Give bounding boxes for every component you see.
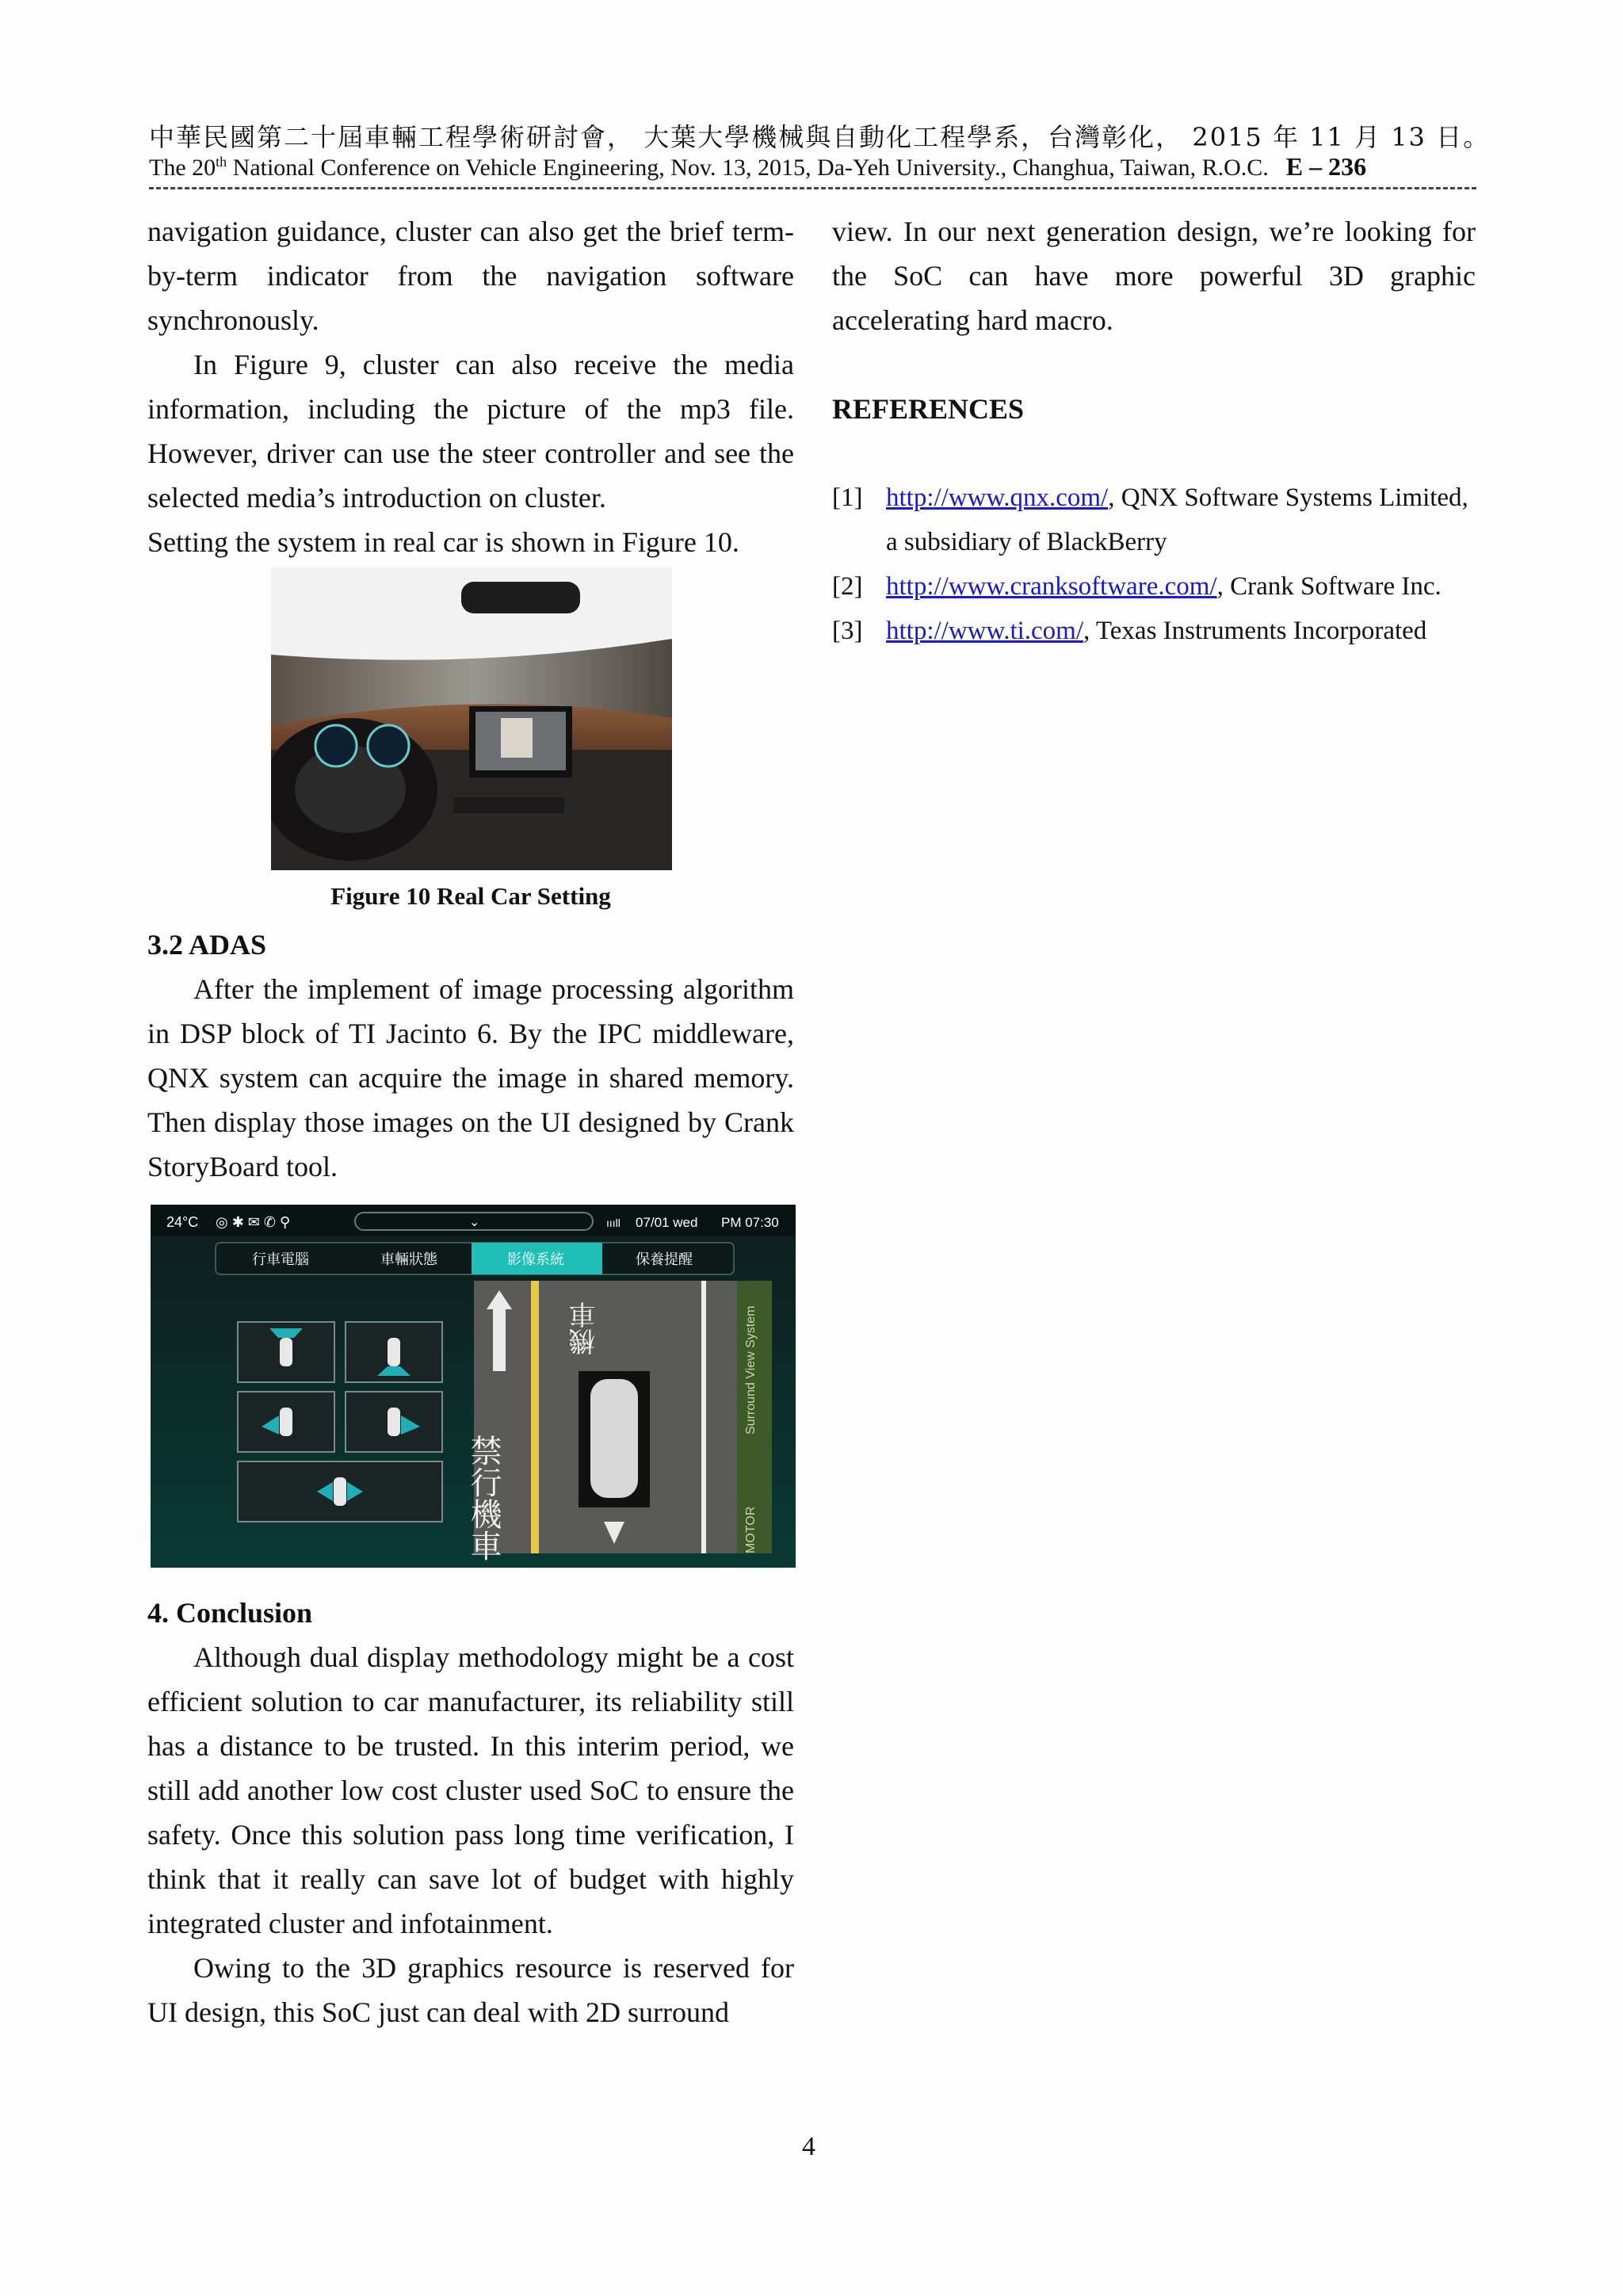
svg-text:◎ ✱ ✉ ✆ ⚲: ◎ ✱ ✉ ✆ ⚲ — [216, 1214, 291, 1230]
reference-item: [1] http://www.qnx.com/, QNX Software Systems Limited, a subsidiary of BlackBerry — [832, 483, 1468, 556]
reference-item: [3] http://www.ti.com/, Texas Instruments Incorporated — [832, 617, 1427, 645]
ui-road-text-top: 機車 — [569, 1301, 601, 1355]
left-column-top — [147, 209, 794, 564]
header-chinese: 中華民國第二十屆車輛工程學術研討會， 大葉大學機械與自動化工程學系，台灣彰化， 2015 年 11 月 13 日。 — [149, 122, 1491, 152]
ui-temperature: 24°C — [166, 1214, 199, 1230]
ui-tab: 車輛狀態 — [380, 1251, 437, 1267]
ui-road-text: 禁行機車 — [465, 1435, 502, 1561]
reference-link[interactable]: http://www.cranksoftware.com/ — [886, 572, 1217, 601]
svg-text:ıııll: ıııll — [606, 1217, 621, 1229]
right-column — [832, 209, 1476, 431]
section-heading: 4. Conclusion — [147, 1597, 313, 1629]
section-heading: 3.2 ADAS — [147, 929, 267, 961]
ui-side-text: Surround View System — [744, 1305, 758, 1435]
reference-item: [2] http://www.cranksoftware.com/, Crank Software Inc. — [832, 572, 1442, 601]
adas-ui-image — [151, 1205, 796, 1568]
reference-link[interactable]: http://www.qnx.com/ — [886, 483, 1109, 512]
section-3-2 — [147, 923, 794, 1189]
ui-time: PM 07:30 — [721, 1215, 779, 1230]
references-heading: REFERENCES — [832, 393, 1025, 425]
header-english: The 20th National Conference on Vehicle Engineering, Nov. 13, 2015, Da-Yeh University., Changhua, Taiwan, R.O.C. E – 236 — [149, 152, 1367, 181]
reference-link[interactable]: http://www.ti.com/ — [886, 617, 1084, 645]
paragraph: In Figure 9, cluster can also receive the media information, including the picture of the mp3 file. However, driver can use the steer controller and see the selected media’s introduction on cluster. — [147, 349, 794, 514]
chevron-down-icon: ⌄ — [469, 1216, 480, 1229]
page-number: 4 — [802, 2132, 815, 2161]
paragraph: Owing to the 3D graphics resource is reserved for UI design, this SoC just can deal with 2D surround — [147, 1952, 794, 2028]
ui-tab: 行車電腦 — [252, 1251, 309, 1267]
ui-date: 07/01 wed — [636, 1215, 698, 1230]
paragraph: view. In our next generation design, we’re looking for the SoC can have more powerful 3D graphic accelerating hard macro. — [832, 216, 1476, 336]
section-4 — [147, 1591, 794, 2034]
ui-corner-text: MOTOR — [744, 1506, 758, 1553]
paragraph: navigation guidance, cluster can also get the brief term-by-term indicator from the navigation software synchronously. — [147, 216, 794, 336]
ui-tab-active: 影像系統 — [507, 1251, 564, 1267]
figure-10-caption: Figure 10 Real Car Setting — [330, 882, 611, 910]
page-code: E – 236 — [1285, 152, 1367, 181]
paragraph: Setting the system in real car is shown in Figure 10. — [147, 526, 739, 558]
ui-tab: 保養提醒 — [636, 1251, 693, 1267]
paragraph: Although dual display methodology might be a cost efficient solution to car manufacturer, its reliability still has a distance to be trusted. In this interim period, we still add another low cost cluster used SoC to ensure the safety. Once this solution pass long time verification, I think that it really can save lot of budget with highly integrated cluster and infotainment. — [147, 1641, 794, 1939]
paragraph: After the implement of image processing algorithm in DSP block of TI Jacinto 6. By the IPC middleware, QNX system can acquire the image in shared memory. Then display those images on the UI designed by Crank StoryBoard tool. — [147, 973, 794, 1182]
figure-10-image — [271, 567, 672, 870]
header-divider — [149, 187, 1476, 189]
